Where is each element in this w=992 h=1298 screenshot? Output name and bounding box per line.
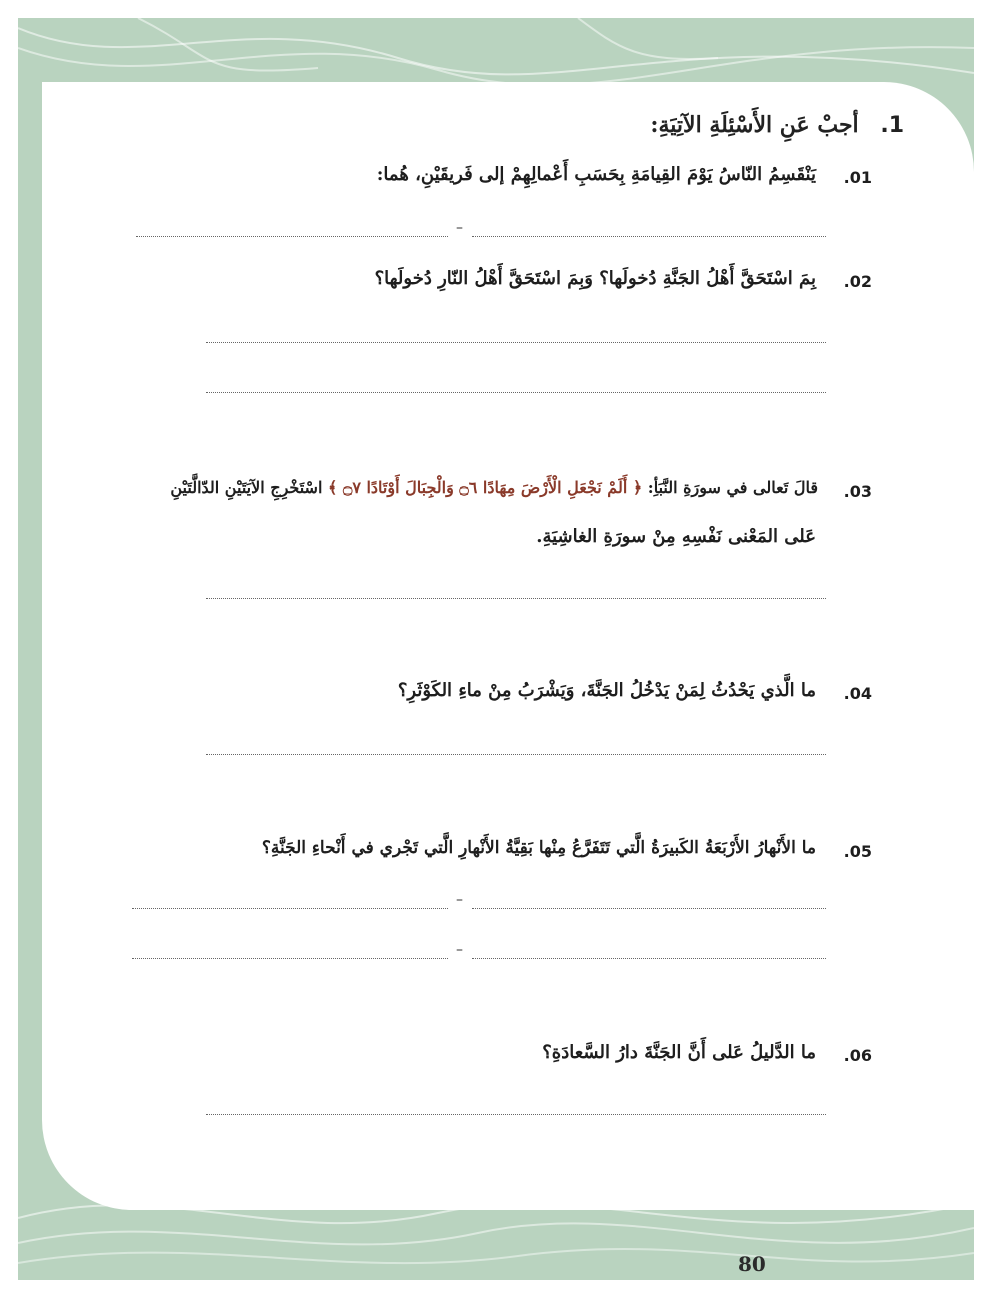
question-number: .04 (843, 684, 872, 703)
answer-line[interactable] (472, 908, 826, 909)
question-text: بِمَ اسْتَحَقَّ أَهْلُ الجَنَّةِ دُخولَها؟ وَبِمَ اسْتَحَقَّ أَهْلُ النّارِ دُخولَها؟ (374, 268, 816, 289)
answer-line[interactable] (206, 1114, 826, 1115)
dash: – (456, 220, 463, 236)
dash: – (456, 892, 463, 908)
page-number: 80 (738, 1252, 766, 1276)
exercise-title: أجبْ عَنِ الأَسْئِلَةِ الآتِيَةِ: (650, 112, 859, 138)
question-text (170, 478, 818, 497)
question-number: .02 (843, 272, 872, 291)
question-text: ما الَّذي يَحْدُثُ لِمَنْ يَدْخُلُ الجَنَّةَ، وَيَشْرَبُ مِنْ ماءِ الكَوْثَرِ؟ (397, 680, 816, 701)
answer-line[interactable] (206, 754, 826, 755)
answer-line[interactable] (132, 908, 448, 909)
dash: – (456, 942, 463, 958)
question-text-instruction: اسْتَخْرِجِ الآيَتَيْنِ الدّالَّتَيْنِ (170, 478, 323, 497)
question-number: .03 (843, 482, 872, 501)
question-number: .05 (843, 842, 872, 861)
answer-line[interactable] (206, 598, 826, 599)
answer-line[interactable] (206, 342, 826, 343)
question-number: .01 (843, 168, 872, 187)
question-text: ما الأَنْهارُ الأَرْبَعَةُ الكَبيرَةُ الَّتي تَتَفَرَّعُ مِنْها بَقِيَّةُ الأَنْهارِ الَّتي تَجْري في أَنْحاءِ الجَنَّةِ؟ (261, 838, 816, 858)
answer-line[interactable] (136, 236, 448, 237)
page-frame (18, 18, 974, 1280)
answer-line[interactable] (132, 958, 448, 959)
quran-verse: ﴿ أَلَمْ نَجْعَلِ الْأَرْضَ مِهَادًا ۝٦ وَالْجِبَالَ أَوْتَادًا ۝٧ ﴾ (327, 478, 643, 497)
exercise-number: 1. (880, 113, 904, 138)
answer-line[interactable] (472, 958, 826, 959)
question-text: يَنْقَسِمُ النّاسُ يَوْمَ القِيامَةِ بِحَسَبِ أَعْمالِهِمْ إلى فَريقَيْنِ، هُما: (376, 164, 816, 185)
question-text-line2: عَلى المَعْنى نَفْسِهِ مِنْ سورَةِ الغاشِيَةِ. (536, 526, 816, 547)
worksheet-card (42, 82, 974, 1210)
question-text: ما الدَّليلُ عَلى أَنَّ الجَنَّةَ دارُ السَّعادَةِ؟ (542, 1042, 816, 1063)
answer-line[interactable] (206, 392, 826, 393)
exercise-heading (650, 112, 904, 138)
question-number: .06 (843, 1046, 872, 1065)
answer-line[interactable] (472, 236, 826, 237)
question-text-intro: قالَ تَعالى في سورَةِ النَّبَأِ: (647, 478, 818, 497)
